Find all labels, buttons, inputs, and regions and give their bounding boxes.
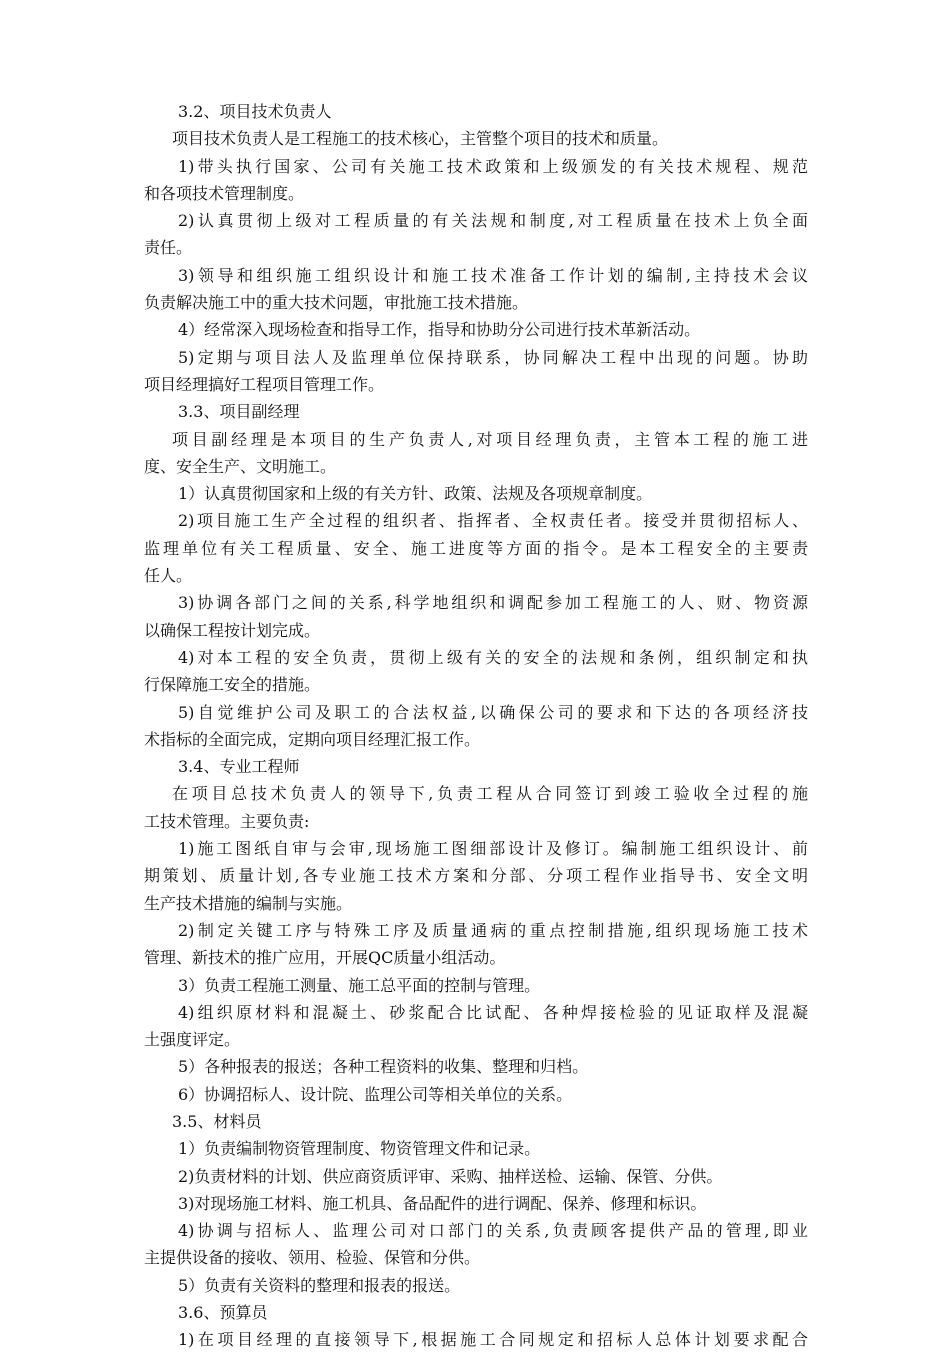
text-line: 5）各种报表的报送；各种工程资料的收集、整理和归档。 bbox=[178, 1057, 589, 1077]
text-line: 2)制定关键工序与特殊工序及质量通病的重点控制措施,组织现场施工技术 bbox=[178, 920, 808, 940]
text-line: 3)领导和组织施工组织设计和施工技术准备工作计划的编制,主持技术会议 bbox=[178, 265, 808, 285]
text-line: 生产技术措施的编制与实施。 bbox=[144, 893, 353, 913]
text-line: 项目经理搞好工程项目管理工作。 bbox=[144, 374, 385, 394]
text-line: 项目技术负责人是工程施工的技术核心，主管整个项目的技术和质量。 bbox=[172, 129, 669, 149]
text-line: 3.4、专业工程师 bbox=[178, 757, 300, 777]
text-line: 3)对现场施工材料、施工机具、备品配件的进行调配、保养、修理和标识。 bbox=[178, 1193, 707, 1213]
text-line: 5)定期与项目法人及监理单位保持联系，协同解决工程中出现的问题。协助 bbox=[178, 347, 808, 367]
text-line: 期策划、质量计划,各专业施工技术方案和分部、分项工程作业指导书、安全文明 bbox=[144, 866, 808, 886]
text-line: 2)项目施工生产全过程的组织者、指挥者、全权责任者。接受并贯彻招标人、 bbox=[178, 511, 808, 531]
text-line: 度、安全生产、文明施工。 bbox=[144, 456, 337, 476]
text-line: 项目副经理是本项目的生产负责人,对项目经理负责，主管本工程的施工进 bbox=[172, 429, 808, 449]
text-line: 工技术管理。主要负责: bbox=[144, 811, 310, 831]
text-line: 5)自觉维护公司及职工的合法权益,以确保公司的要求和下达的各项经济技 bbox=[178, 702, 808, 722]
text-line: 术指标的全面完成，定期向项目经理汇报工作。 bbox=[144, 729, 481, 749]
text-line: 3.6、预算员 bbox=[178, 1303, 268, 1323]
text-line: 4)对本工程的安全负责，贯彻上级有关的安全的法规和条例，组织制定和执 bbox=[178, 647, 808, 667]
text-line: 3.3、项目副经理 bbox=[178, 402, 300, 422]
text-line: 管理、新技术的推广应用，开展QC质量小组活动。 bbox=[144, 948, 506, 968]
text-line: 责任。 bbox=[144, 238, 193, 258]
text-line: 3)协调各部门之间的关系,科学地组织和调配参加工程施工的人、财、物资源 bbox=[178, 593, 808, 613]
text-line: 1)带头执行国家、公司有关施工技术政策和上级颁发的有关技术规程、规范 bbox=[178, 156, 808, 176]
text-line: 主提供设备的接收、领用、检验、保管和分供。 bbox=[144, 1248, 481, 1268]
document-body bbox=[144, 98, 808, 1354]
text-line: 和各项技术管理制度。 bbox=[144, 183, 305, 203]
text-line: 监理单位有关工程质量、安全、施工进度等方面的指令。是本工程安全的主要责 bbox=[144, 538, 808, 558]
text-line: 1)施工图纸自审与会审,现场施工图细部设计及修订。编制施工组织设计、前 bbox=[178, 839, 808, 859]
text-line: 任人。 bbox=[144, 566, 193, 586]
text-line: 4）经常深入现场检查和指导工作，指导和协助分公司进行技术革新活动。 bbox=[178, 320, 701, 340]
text-line: 以确保工程按计划完成。 bbox=[144, 620, 321, 640]
text-line: 负责解决施工中的重大技术问题，审批施工技术措施。 bbox=[144, 293, 529, 313]
text-line: 5）负责有关资料的整理和报表的报送。 bbox=[178, 1275, 461, 1295]
text-line: 行保障施工安全的措施。 bbox=[144, 675, 321, 695]
text-line: 6）协调招标人、设计院、监理公司等相关单位的关系。 bbox=[178, 1084, 573, 1104]
text-line: 在项目总技术负责人的领导下,负责工程从合同签订到竣工验收全过程的施 bbox=[172, 784, 808, 804]
text-line: 4)组织原材料和混凝土、砂浆配合比试配、各种焊接检验的见证取样及混凝 bbox=[178, 1002, 808, 1022]
text-line: 1）认真贯彻国家和上级的有关方针、政策、法规及各项规章制度。 bbox=[178, 484, 653, 504]
text-line: 2)认真贯彻上级对工程质量的有关法规和制度,对工程质量在技术上负全面 bbox=[178, 211, 808, 231]
text-line: 1)在项目经理的直接领导下,根据施工合同规定和招标人总体计划要求配合 bbox=[178, 1330, 808, 1350]
text-line: 3.2、项目技术负责人 bbox=[178, 102, 332, 121]
text-line: 3）负责工程施工测量、施工总平面的控制与管理。 bbox=[178, 975, 541, 995]
text-line: 2)负责材料的计划、供应商资质评审、采购、抽样送检、运输、保管、分供。 bbox=[178, 1166, 723, 1186]
text-line: 土强度评定。 bbox=[144, 1030, 241, 1050]
text-line: 4)协调与招标人、监理公司对口部门的关系,负责顾客提供产品的管理,即业 bbox=[178, 1221, 808, 1241]
text-line: 3.5、材料员 bbox=[172, 1111, 262, 1131]
text-line: 1）负责编制物资管理制度、物资管理文件和记录。 bbox=[178, 1139, 541, 1159]
